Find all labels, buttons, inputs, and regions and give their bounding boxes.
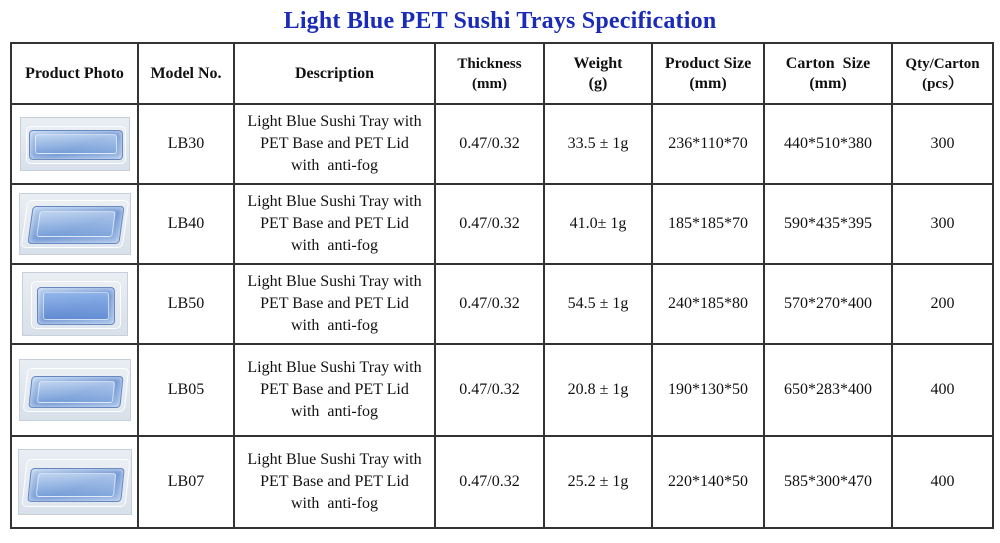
header-qty-label: Qty/Carton — [905, 55, 980, 72]
description-line: with anti-fog — [290, 237, 379, 254]
thickness-cell: 0.47/0.32 — [435, 344, 544, 436]
header-qty-unit: (pcs） — [922, 75, 963, 92]
description-line: with anti-fog — [290, 403, 379, 420]
blue-sushi-tray-photo — [18, 449, 132, 515]
description-line: Light Blue Sushi Tray with — [247, 273, 422, 290]
header-thickness-label: Thickness — [457, 55, 522, 72]
weight-cell: 20.8 ± 1g — [544, 344, 652, 436]
carton-size-cell: 590*435*395 — [764, 184, 892, 264]
description-cell — [234, 264, 435, 344]
product-photo-cell — [11, 184, 138, 264]
model-no-cell: LB50 — [138, 264, 234, 344]
model-no-cell: LB40 — [138, 184, 234, 264]
table-row — [11, 184, 993, 264]
thickness-cell: 0.47/0.32 — [435, 184, 544, 264]
product-photo-cell — [11, 344, 138, 436]
model-no-cell: LB30 — [138, 104, 234, 184]
thickness-cell: 0.47/0.32 — [435, 104, 544, 184]
header-weight-label: Weight — [573, 54, 623, 72]
header-thickness — [435, 43, 544, 104]
thickness-cell: 0.47/0.32 — [435, 264, 544, 344]
product-size-cell: 240*185*80 — [652, 264, 764, 344]
qty-carton-cell: 200 — [892, 264, 993, 344]
blue-sushi-tray-photo — [20, 117, 130, 171]
description-cell — [234, 104, 435, 184]
description-line: PET Base and PET Lid — [260, 135, 409, 152]
table-row — [11, 104, 993, 184]
product-size-cell: 220*140*50 — [652, 436, 764, 528]
header-product-size-label: Product Size — [664, 54, 752, 72]
weight-cell: 41.0± 1g — [544, 184, 652, 264]
product-size-cell: 190*130*50 — [652, 344, 764, 436]
product-photo-cell — [11, 104, 138, 184]
header-qty-carton — [892, 43, 993, 104]
qty-carton-cell: 300 — [892, 104, 993, 184]
qty-carton-cell: 300 — [892, 184, 993, 264]
description-cell — [234, 184, 435, 264]
weight-cell: 33.5 ± 1g — [544, 104, 652, 184]
carton-size-cell: 585*300*470 — [764, 436, 892, 528]
model-no-cell: LB05 — [138, 344, 234, 436]
description-cell — [234, 436, 435, 528]
header-weight-unit: (g) — [588, 74, 608, 92]
description-line: PET Base and PET Lid — [260, 473, 409, 490]
product-photo-cell — [11, 436, 138, 528]
qty-carton-cell: 400 — [892, 344, 993, 436]
header-carton-size-unit: (mm) — [809, 74, 847, 92]
description-line: Light Blue Sushi Tray with — [247, 193, 422, 210]
description-line: with anti-fog — [290, 317, 379, 334]
table-row — [11, 436, 993, 528]
description-line: PET Base and PET Lid — [260, 215, 409, 232]
header-product-size — [652, 43, 764, 104]
header-description: Description — [234, 43, 435, 104]
weight-cell: 25.2 ± 1g — [544, 436, 652, 528]
description-cell — [234, 344, 435, 436]
header-row — [11, 43, 993, 104]
carton-size-cell: 440*510*380 — [764, 104, 892, 184]
description-line: with anti-fog — [290, 157, 379, 174]
table-row — [11, 344, 993, 436]
blue-sushi-tray-photo — [22, 272, 128, 336]
description-line: Light Blue Sushi Tray with — [247, 359, 422, 376]
blue-sushi-tray-photo — [19, 359, 131, 421]
page-title: Light Blue PET Sushi Trays Specification — [283, 8, 717, 34]
header-carton-size — [764, 43, 892, 104]
blue-sushi-tray-photo — [19, 193, 131, 255]
carton-size-cell: 650*283*400 — [764, 344, 892, 436]
description-line: PET Base and PET Lid — [260, 381, 409, 398]
header-model-no: Model No. — [138, 43, 234, 104]
spec-table — [10, 42, 994, 529]
description-line: with anti-fog — [290, 495, 379, 512]
weight-cell: 54.5 ± 1g — [544, 264, 652, 344]
table-row — [11, 264, 993, 344]
product-size-cell: 185*185*70 — [652, 184, 764, 264]
description-line: PET Base and PET Lid — [260, 295, 409, 312]
carton-size-cell: 570*270*400 — [764, 264, 892, 344]
header-thickness-unit: (mm) — [472, 75, 507, 92]
description-line: Light Blue Sushi Tray with — [247, 451, 422, 468]
header-product-photo: Product Photo — [11, 43, 138, 104]
model-no-cell: LB07 — [138, 436, 234, 528]
product-size-cell: 236*110*70 — [652, 104, 764, 184]
thickness-cell: 0.47/0.32 — [435, 436, 544, 528]
product-photo-cell — [11, 264, 138, 344]
qty-carton-cell: 400 — [892, 436, 993, 528]
header-weight — [544, 43, 652, 104]
header-carton-size-label: Carton Size — [785, 54, 871, 72]
description-line: Light Blue Sushi Tray with — [247, 113, 422, 130]
header-product-size-unit: (mm) — [689, 74, 727, 92]
